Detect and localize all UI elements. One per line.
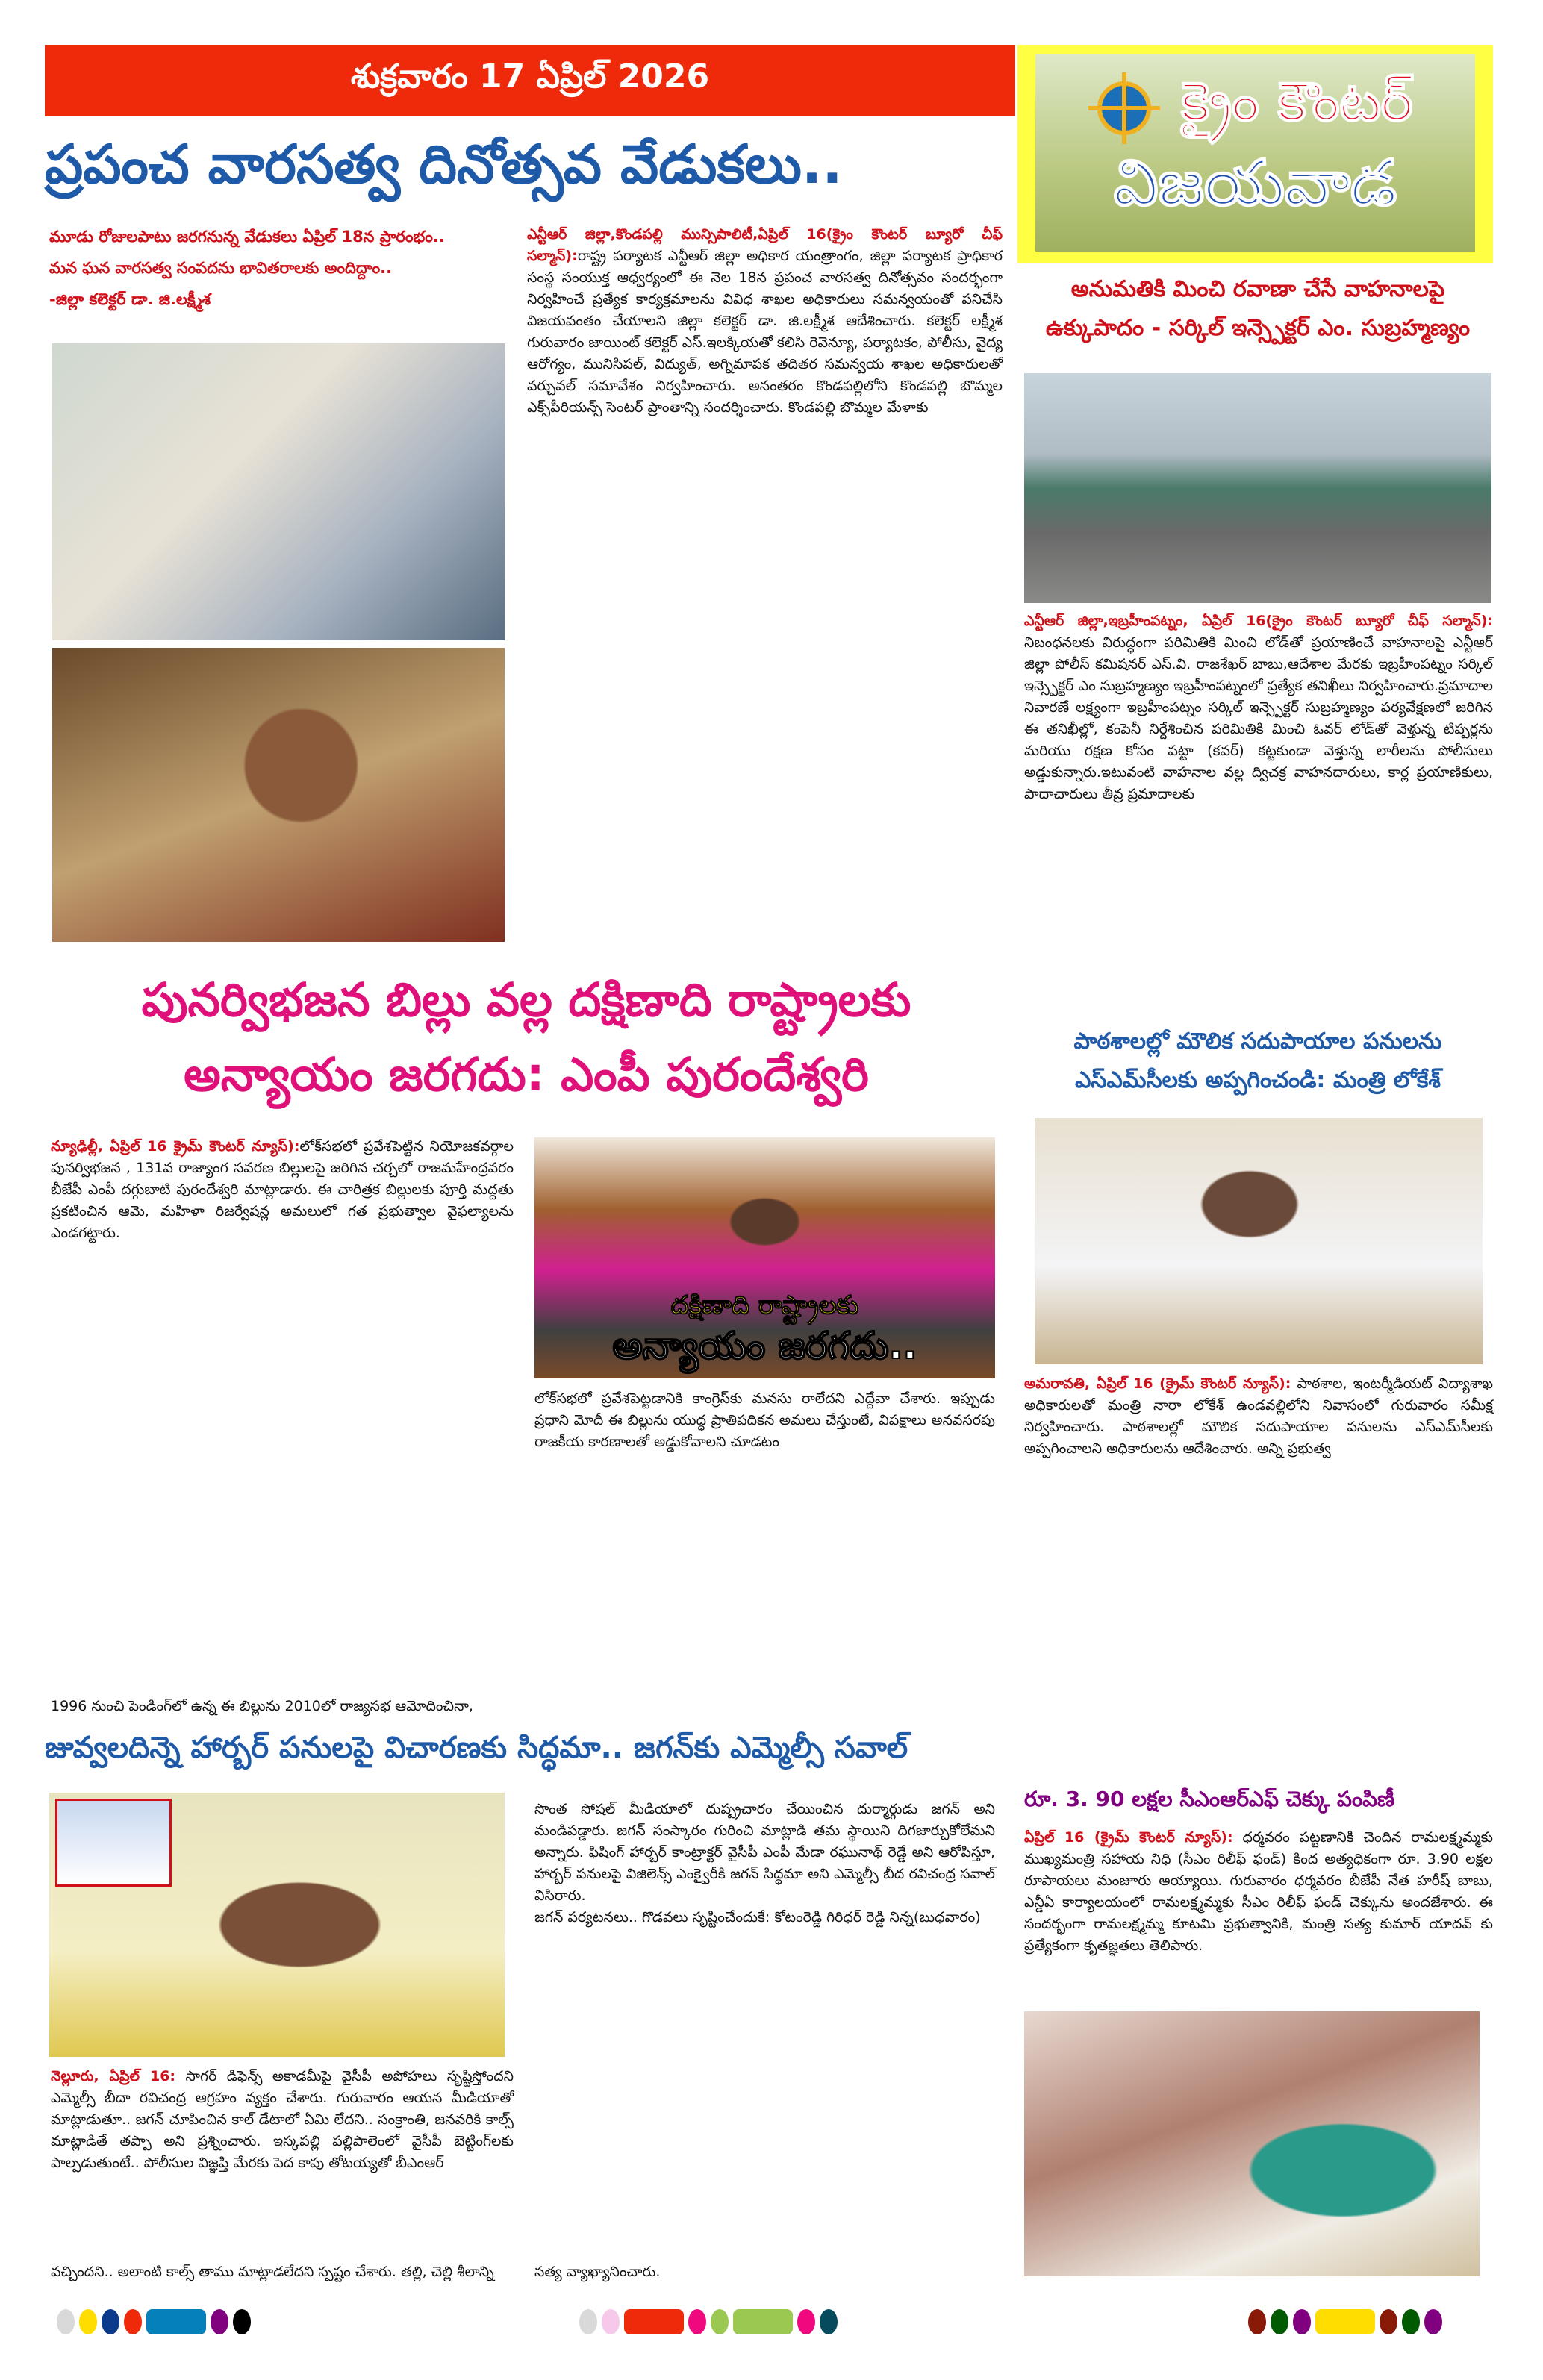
dateline: న్యూఢిల్లీ, ఏప్రిల్ 16 క్రైమ్ కౌంటర్ న్యూస్): [51,1138,300,1155]
footer-color-dot [233,2309,251,2334]
photo-overlay-top: దక్షిణాది రాష్ట్రాలకు [670,1290,859,1320]
footer-color-dot [797,2309,815,2334]
photo-mlc-beeda-ravichandra [49,1793,505,2057]
footer-color-dot [579,2309,597,2334]
subhead-line: మన ఘన వారసత్వ సంపదను భావితరాలకు అందిద్దాం.. [49,259,393,277]
footer-color-strip-left [57,2309,251,2334]
article-body-harbour-col1 [51,2066,514,2174]
headline-line: ఉక్కుపాదం - సర్కిల్ ఇన్స్పెక్టర్ ఎం. సుబ్రహ్మణ్యం [1045,315,1471,341]
article-body-heritage [527,224,1003,419]
headline-line: అన్యాయం జరగదు: ఎంపీ పురందేశ్వరి [184,1047,869,1102]
headline-line: అనుమతికి మించి రవాణా చేసే వాహనాలపై [1070,276,1445,302]
footer-color-strip-right [1248,2309,1442,2334]
headline-overload [1023,270,1493,348]
footer-color-dot [1402,2309,1420,2334]
article-body-delimitation-col1-end: 1996 నుంచి పెండింగ్‌లో ఉన్న ఈ బిల్లును 2010లో రాజ్యసభ ఆమోదించినా, [51,1698,473,1714]
photo-minister-lokesh [1035,1118,1483,1364]
footer-color-dot [1271,2309,1288,2334]
crosshair-emblem-icon [1097,81,1151,135]
footer-color-dot [1315,2309,1375,2334]
footer-color-dot [602,2309,620,2334]
footer-color-dot [1293,2309,1311,2334]
headline-delimitation [45,963,1008,1112]
body-text: జగన్ పర్యటనలు.. గొడవలు సృష్టించేందుకే: కోటంరెడ్డి గిరిధర్ రెడ్డి నిన్న(బుధవారం) [534,1909,981,1925]
body-text: లోక్‌సభలో ప్రవేశపెట్టిన నియోజకవర్గాల పునర్విభజన , 131వ రాజ్యాంగ సవరణ బిల్లులపై జరిగిన చర్చలో రాజమహేంద్రవరం బీజేపీ ఎంపీ దగ్గుబాటి పురందేశ్వరి మాట్లాడారు. ఈ చారిత్రక బిల్లులకు పూర్తి మద్దతు ప్రకటించిన ఆమె, మహిళా రిజర్వేషన్ల అమలులో గత ప్రభుత్వాల వైఫల్యాలను ఎండగట్టారు. [51,1138,514,1241]
photo-cheque-handover [1024,2011,1480,2276]
headline-lokesh [1023,1022,1493,1100]
body-text: రాష్ట్ర పర్యాటక ఎన్టీఆర్ జిల్లా అధికార యంత్రాంగం, జిల్లా పర్యాటక ప్రాధికార సంస్థ సంయుక్త ఆధ్వర్యంలో ఈ నెల 18న ప్రపంచ వారసత్వ దినోత్సవం సందర్భంగా నిర్వహించే ప్రత్యేక కార్యక్రమాలను వివిధ శాఖల అధికారులు సమన్వయంతో పనిచేసి విజయవంతం చేయాలని జిల్లా కలెక్టర్ డా. జి.లక్ష్మీశ ఆదేశించారు. కలెక్టర్ లక్ష్మీశ గురువారం జాయింట్ కలెక్టర్ ఎస్.ఇలక్కియతో కలిసి రెవెన్యూ, పర్యాటకం, పోలీసు, వైద్య ఆరోగ్యం, మునిసిపల్, విద్యుత్, అగ్నిమాపక తదితర సమన్వయ శాఖల అధికారులతో వర్చువల్ సమావేశం నిర్వహించారు. అనంతరం కొండపల్లిలోని కొండపల్లి బొమ్మల ఎక్స్‌పీరియన్స్ సెంటర్ ప్రాంతాన్ని సందర్శించారు. కొండపల్లి బొమ్మల మేళాకు [527,248,1003,416]
footer-color-dot [57,2309,75,2334]
footer-color-dot [820,2309,838,2334]
footer-color-dot [211,2309,228,2334]
footer-color-dot [733,2309,793,2334]
body-text: నిబంధనలకు విరుద్ధంగా పరిమితికి మించి లోడ్‌తో ప్రయాణించే వాహనాలపై ఎన్టీఆర్ జిల్లా పోలీస్ కమిషనర్ ఎస్.వి. రాజశేఖర్ బాబు,ఆదేశాల మేరకు ఇబ్రహీంపట్నం సర్కిల్ ఇన్స్పెక్టర్ ఎం సుబ్రహ్మణ్యం ఇబ్రహీంపట్నంలో ప్రత్యేక తనిఖీలు నిర్వహించారు.ప్రమాదాల నివారణే లక్ష్యంగా ఇబ్రహీంపట్నం సర్కిల్ ఇన్స్పెక్టర్ సుబ్రహ్మణ్యం పర్యవేక్షణలో జరిగిన ఈ తనిఖీల్లో, కంపెనీ నిర్దేశించిన పరిమితికి మించి ఓవర్ లోడ్‌తో వెళ్తున్న టిప్పర్లను మరియు రక్షణ కోసం పట్టా (కవర్) కట్టకుండా వెళ్తున్న లారీలను పోలీసులు అడ్డుకున్నారు.ఇటువంటి వాహనాల వల్ల ద్విచక్ర వాహనదారులు, కార్ల ప్రయాణికులు, పాదాచారులు తీవ్ర ప్రమాదాలకు [1024,634,1493,802]
footer-color-dot [711,2309,729,2334]
footer-color-dot [688,2309,706,2334]
newspaper-logo [1017,45,1493,263]
issue-date: శుక్రవారం 17 ఏప్రిల్ 2026 [350,57,710,96]
article-body-delimitation-col1 [51,1136,514,1244]
headline-harbour: జువ్వలదిన్నె హార్బర్ పనులపై విచారణకు సిద్ధమా.. జగన్‌కు ఎమ్మెల్సీ సవాల్ [45,1731,908,1765]
footer-color-dot [1380,2309,1397,2334]
photo-trucks-inspection [1024,373,1491,603]
footer-color-dot [79,2309,97,2334]
dateline: ఎన్టీఆర్ జిల్లా,కొండపల్లి మున్సిపాలిటీ,ఏప్రిల్ 16(క్రైం కౌంటర్ బ్యూరో చీఫ్ సల్మాన్): [527,226,1003,264]
body-text: పాఠశాల, ఇంటర్మీడియట్ విద్యాశాఖ అధికారులతో మంత్రి నారా లోకేశ్ ఉండవల్లిలోని నివాసంలో గురువారం సమీక్ష నిర్వహించారు. పాఠశాలల్లో మౌలిక సదుపాయాల పనులను ఎస్ఎమ్‌సీలకు అప్పగించాలని అధికారులను ఆదేశించారు. అన్ని ప్రభుత్వ [1024,1375,1493,1457]
footer-color-strip-center [579,2309,838,2334]
article-body-harbour-col2-end: సత్య వ్యాఖ్యానించారు. [534,2264,661,2280]
footer-color-dot [124,2309,142,2334]
subhead-line: -జిల్లా కలెక్టర్ డా. జి.లక్ష్మీశ [49,290,211,308]
headline-line: ఎస్ఎమ్‌సీలకు అప్పగించండి: మంత్రి లోకేశ్ [1075,1067,1441,1093]
inset-photo-jagan [55,1799,172,1887]
footer-color-dot [146,2309,206,2334]
headline-line: పాఠశాలల్లో మౌలిక సదుపాయాల పనులను [1073,1028,1442,1055]
subhead-heritage [49,221,512,315]
logo-text-bottom: విజయవాడ [1113,146,1397,219]
article-body-harbour-col1-end: వచ్చిందని.. అలాంటి కాల్స్ తాము మాట్లాడలేదని స్పష్టం చేశారు. తల్లి, చెల్లి శీలాన్ని [51,2264,494,2280]
photo-collector-meeting [52,343,505,640]
photo-overlay-bottom: అన్యాయం జరగదు.. [612,1324,917,1367]
photo-kondapalli-toys [52,648,505,942]
footer-color-dot [102,2309,119,2334]
headline-heritage: ప్రపంచ వారసత్వ దినోత్సవ వేడుకలు.. [45,133,843,196]
article-body-harbour-col2 [534,1799,995,1928]
subhead-line: మూడు రోజులపాటు జరగనున్న వేడుకలు ఏప్రిల్ 18న ప్రారంభం.. [49,228,445,246]
footer-color-dot [624,2309,684,2334]
article-body-lokesh [1024,1373,1493,1460]
dateline: అమరావతి, ఏప్రిల్ 16 (క్రైమ్ కౌంటర్ న్యూస్): [1024,1375,1291,1392]
body-text: సాగర్ డిఫెన్స్ అకాడమీపై వైసీపీ అపోహలు సృష్టిస్తోందని ఎమ్మెల్సీ బీదా రవిచంద్ర ఆగ్రహం వ్యక్తం చేశారు. గురువారం ఆయన మీడియాతో మాట్లాడుతూ.. జగన్ చూపించిన కాల్ డేటాలో ఏమి లేదని.. సంక్రాంతి, జనవరికి కాల్స్ మాట్లాడితే తప్పా అని ప్రశ్నించారు. ఇస్కపల్లి పల్లిపాలెంలో వైసీపీ బెట్టింగ్‌లకు పాల్పడుతుంటే.. పోలీసుల విజ్ఞప్తి మేరకు పెద కాపు తోటయ్యతో బీఎంఆర్ [51,2068,514,2171]
headline-line: పునర్విభజన బిల్లు వల్ల దక్షిణాది రాష్ట్రాలకు [141,972,911,1027]
dateline: ఎన్టీఆర్ జిల్లా,ఇబ్రహీంపట్నం, ఏప్రిల్ 16(క్రైం కౌంటర్ బ్యూరో చీఫ్ సల్మాన్): [1024,613,1493,629]
date-banner [45,45,1015,116]
dateline: ఏప్రిల్ 16 (క్రైమ్ కౌంటర్ న్యూస్): [1024,1829,1233,1846]
photo-purandeswari-loksabha [534,1137,995,1378]
dateline: నెల్లూరు, ఏప్రిల్ 16: [51,2068,176,2084]
footer-color-dot [1248,2309,1266,2334]
body-text: ధర్మవరం పట్టణానికి చెందిన రామలక్ష్మమ్మకు ముఖ్యమంత్రి సహాయ నిధి (సీఎం రిలీఫ్ ఫండ్) కింద అత్యధికంగా రూ. 3.90 లక్షల రూపాయలు మంజూరు అయ్యాయి. గురువారం ధర్మవరం బీజేపీ నేత హరీష్ బాబు, ఎన్డీఏ కార్యాలయంలో రామలక్ష్మమ్మకు సీఎం రిలీఫ్ ఫండ్ చెక్కును అందజేశారు. ఈ సందర్భంగా రామలక్ష్మమ్మ కూటమి ప్రభుత్వానికి, మంత్రి సత్య కుమార్ యాదవ్ కు ప్రత్యేకంగా కృతజ్ఞతలు తెలిపారు. [1024,1829,1493,1954]
headline-cmrf: రూ. 3. 90 లక్షల సీఎంఆర్ఎఫ్ చెక్కు పంపిణీ [1024,1787,1395,1811]
footer-color-dot [1424,2309,1442,2334]
article-body-cmrf [1024,1827,1493,1957]
article-body-delimitation-col2: లోక్‌సభలో ప్రవేశపెట్టడానికి కాంగ్రెస్‌కు మనసు రాలేదని ఎద్దేవా చేశారు. ఇప్పుడు ప్రధాని మోదీ ఈ బిల్లును యుద్ధ ప్రాతిపదికన అమలు చేస్తుంటే, విపక్షాలు అనవసరపు రాజకీయ కారణాలతో అడ్డుకోవాలని చూడటం [534,1390,995,1450]
logo-text-top: క్రైం కౌంటర్ [1181,70,1413,133]
article-body-overload [1024,610,1493,805]
body-text: సొంత సోషల్ మీడియాలో దుష్ప్రచారం చేయించిన దుర్మార్గుడు జగన్ అని మండిపడ్డారు. జగన్ సంస్కారం గురించి మాట్లాడి తమ స్థాయిని దిగజార్చుకోలేమని అన్నారు. ఫిషింగ్ హార్బర్ కాంట్రాక్టర్ వైసీపీ ఎంపీ మేడా రఘునాథ్ రెడ్డే అని ఆరోపిస్తూ, హార్బర్ పనులపై విజిలెన్స్ ఎంక్వైరీకి జగన్ సిద్ధమా అని ఎమ్మెల్సీ బీద రవిచంద్ర సవాల్ విసిరారు. [534,1801,995,1904]
